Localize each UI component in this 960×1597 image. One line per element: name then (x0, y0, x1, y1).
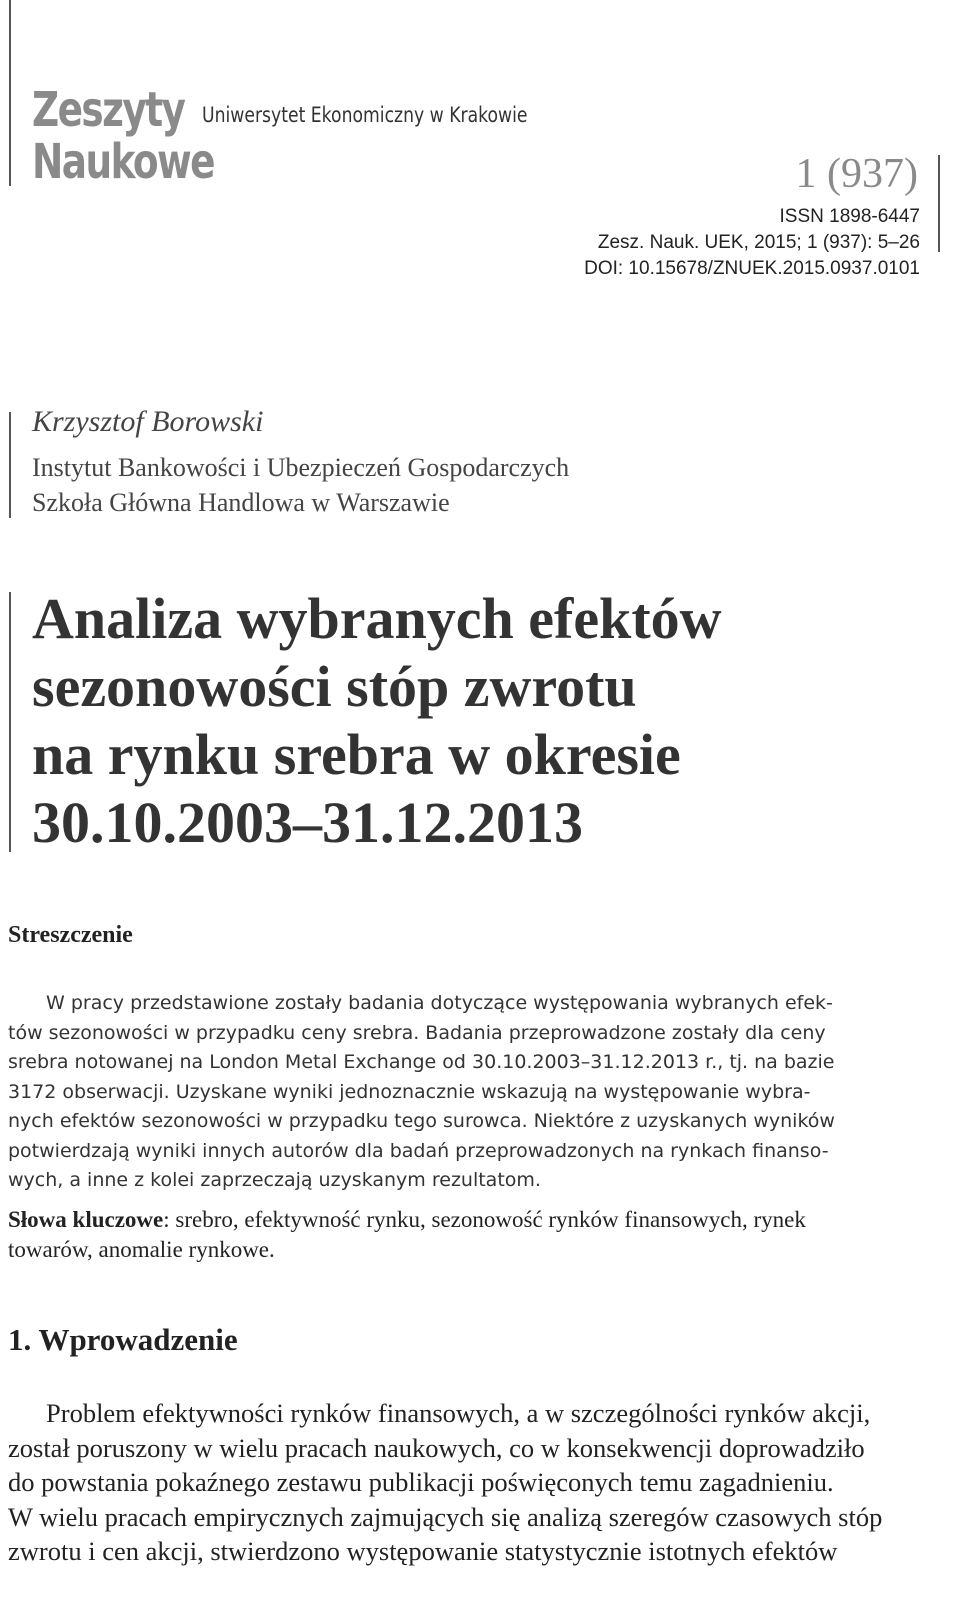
abstract-line: nych efektów sezonowości w przypadku tego surowca. Niektóre z uzyskanych wyników (8, 1110, 835, 1132)
article-title (32, 585, 722, 857)
left-rule-top (9, 0, 11, 186)
abstract-line: 3172 obserwacji. Uzyskane wyniki jednoznacznie wskazują na występowanie wybra- (8, 1080, 811, 1103)
body-line: do powstania pokaźnego zestawu publikacji poświęconych temu zagadnieniu. (8, 1467, 834, 1497)
keywords-list: : srebro, efektywność rynku, sezonowość rynków finansowych, rynek (163, 1207, 806, 1232)
body-line: zwrotu i cen akcji, stwierdzono występowanie statystycznie istotnych efektów (8, 1536, 838, 1566)
body-line: Problem efektywności rynków finansowych, a w szczególności rynków akcji, (46, 1398, 871, 1428)
logo-line-1: Zeszyty (32, 82, 185, 138)
issn: ISSN 1898-6447 (779, 206, 920, 227)
publication-meta (584, 204, 920, 282)
title-line: sezonowości stóp zwrotu (32, 654, 637, 719)
abstract-heading: Streszczenie (8, 922, 133, 948)
author-name: Krzysztof Borowski (32, 405, 264, 438)
citation: Zesz. Nauk. UEK, 2015; 1 (937): 5–26 (597, 232, 920, 253)
affiliation-line: Szkoła Główna Handlowa w Warszawie (32, 488, 450, 517)
issue-number: 1 (937) (795, 151, 918, 197)
body-line: W wielu pracach empirycznych zajmujących się analizą szeregów czasowych stóp (8, 1501, 883, 1532)
affiliation-line: Instytut Bankowości i Ubezpieczeń Gospodarczych (32, 453, 570, 482)
left-rule-title (9, 592, 11, 852)
section-body (8, 1396, 940, 1569)
section-heading: 1. Wprowadzenie (8, 1322, 238, 1357)
logo-line-2: Naukowe (32, 134, 214, 190)
abstract-line: srebra notowanej na London Metal Exchange od 30.10.2003–31.12.2013 r., tj. na bazie (8, 1051, 835, 1073)
abstract-line: W pracy przedstawione zostały badania dotyczące występowania wybranych efek- (46, 992, 833, 1014)
keywords-list-cont: towarów, anomalie rynkowe. (8, 1237, 275, 1262)
body-line: został poruszony w wielu pracach naukowych, co w konsekwencji doprowadziło (8, 1432, 865, 1463)
title-line: 30.10.2003–31.12.2013 (32, 790, 583, 855)
keywords-label: Słowa kluczowe (8, 1207, 164, 1232)
university-name: Uniwersytet Ekonomiczny w Krakowie (202, 103, 528, 127)
right-rule (938, 155, 940, 252)
abstract-body (8, 989, 940, 1196)
title-line: na rynku srebra w okresie (32, 722, 681, 787)
left-rule-author (9, 412, 11, 518)
author-affiliation (32, 450, 569, 520)
title-line: Analiza wybranych efektów (32, 586, 722, 651)
abstract-line: potwierdzają wyniki innych autorów dla badań przeprowadzonych na rynkach finanso- (8, 1139, 829, 1162)
abstract-line: tów sezonowości w przypadku ceny srebra. Badania przeprowadzone zostały dla ceny (8, 1021, 826, 1044)
keywords (8, 1205, 940, 1265)
abstract-line: wych, a inne z kolei zaprzeczają uzyskanym rezultatom. (8, 1169, 541, 1191)
doi: DOI: 10.15678/ZNUEK.2015.0937.0101 (584, 258, 920, 279)
journal-logo (32, 84, 214, 188)
